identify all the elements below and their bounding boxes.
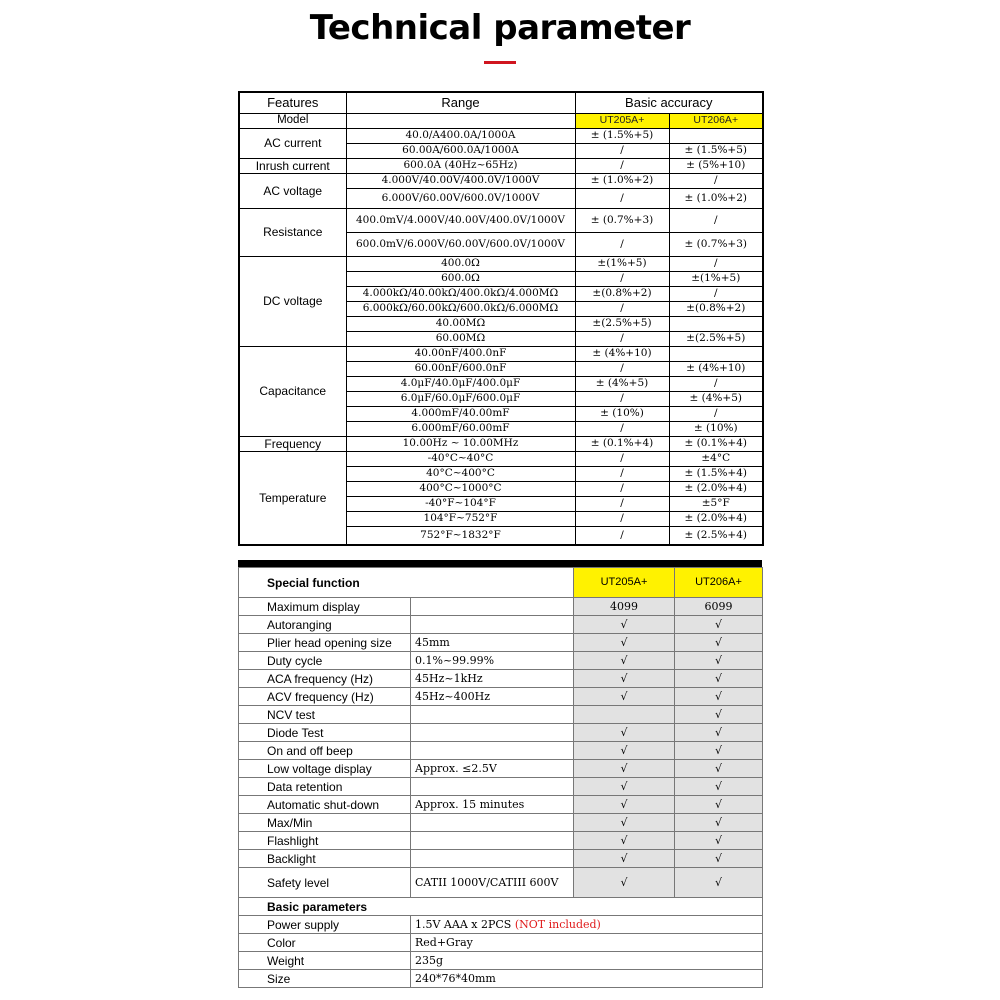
model-range-cell (346, 113, 575, 128)
tech-row (239, 158, 763, 173)
accuracy-a-cell: / (575, 271, 669, 286)
function-b-cell: √ (675, 670, 763, 688)
special-function-row (239, 652, 763, 670)
function-name: ACV frequency (Hz) (239, 688, 411, 706)
function-range (411, 616, 574, 634)
range-cell: 104°F~752°F (346, 511, 575, 526)
function-range: Approx. 15 minutes (411, 796, 574, 814)
range-cell: 600.0Ω (346, 271, 575, 286)
function-b-cell: √ (675, 796, 763, 814)
special-function-row (239, 832, 763, 850)
feature-label: AC voltage (239, 173, 346, 208)
accuracy-a-cell: / (575, 301, 669, 316)
range-cell: 60.00A/600.0A/1000A (346, 143, 575, 158)
tech-row (239, 208, 763, 232)
size-label: Size (239, 970, 411, 988)
range-cell: 60.00MΩ (346, 331, 575, 346)
range-cell: 400.0mV/4.000V/40.00V/400.0V/1000V (346, 208, 575, 232)
special-function-row (239, 742, 763, 760)
accuracy-a-cell: ± (4%+10) (575, 346, 669, 361)
special-model-a-badge: UT205A+ (574, 568, 675, 598)
range-cell: 752°F~1832°F (346, 526, 575, 545)
range-cell: 40.00MΩ (346, 316, 575, 331)
function-b-cell: √ (675, 760, 763, 778)
power-supply-value (411, 916, 763, 934)
power-supply-spec: 1.5V AAA x 2PCS (415, 918, 512, 931)
function-a-cell: √ (574, 796, 675, 814)
accuracy-b-cell: ± (2.0%+4) (669, 511, 763, 526)
accuracy-b-cell: ±5°F (669, 496, 763, 511)
function-range: 45Hz~400Hz (411, 688, 574, 706)
function-a-cell: √ (574, 688, 675, 706)
special-function-heading: Special function (239, 568, 574, 598)
function-a-cell: √ (574, 634, 675, 652)
special-function-table (238, 567, 763, 988)
accuracy-a-cell: ±(1%+5) (575, 256, 669, 271)
function-a-cell: √ (574, 832, 675, 850)
function-b-cell: √ (675, 850, 763, 868)
accuracy-b-cell: ± (5%+10) (669, 158, 763, 173)
range-cell: 4.0μF/40.0μF/400.0μF (346, 376, 575, 391)
function-name: Diode Test (239, 724, 411, 742)
special-function-row (239, 796, 763, 814)
accuracy-a-cell: ± (4%+5) (575, 376, 669, 391)
model-b-badge: UT206A+ (669, 113, 763, 128)
function-range (411, 850, 574, 868)
special-function-row (239, 634, 763, 652)
title-underline (484, 61, 516, 64)
tech-row (239, 346, 763, 361)
accuracy-header: Basic accuracy (575, 92, 763, 113)
function-range: 45mm (411, 634, 574, 652)
accuracy-b-cell: ± (1.5%+5) (669, 143, 763, 158)
function-range (411, 706, 574, 724)
accuracy-a-cell: / (575, 331, 669, 346)
range-cell: 4.000kΩ/40.00kΩ/400.0kΩ/4.000MΩ (346, 286, 575, 301)
range-cell: 4.000mF/40.00mF (346, 406, 575, 421)
special-function-row (239, 760, 763, 778)
accuracy-b-cell: ±(2.5%+5) (669, 331, 763, 346)
function-name: Low voltage display (239, 760, 411, 778)
range-cell: 6.000kΩ/60.00kΩ/600.0kΩ/6.000MΩ (346, 301, 575, 316)
range-cell: 600.0mV/6.000V/60.00V/600.0V/1000V (346, 232, 575, 256)
function-a-cell: √ (574, 814, 675, 832)
accuracy-b-cell: ± (1.5%+4) (669, 466, 763, 481)
tech-row (239, 173, 763, 188)
function-a-cell: √ (574, 760, 675, 778)
model-a-badge: UT205A+ (575, 113, 669, 128)
function-name: Max/Min (239, 814, 411, 832)
accuracy-a-cell: / (575, 511, 669, 526)
basic-parameters-heading: Basic parameters (239, 898, 763, 916)
accuracy-a-cell: / (575, 232, 669, 256)
accuracy-b-cell: / (669, 173, 763, 188)
function-range (411, 598, 574, 616)
accuracy-b-cell: / (669, 208, 763, 232)
accuracy-a-cell: ± (1.0%+2) (575, 173, 669, 188)
accuracy-b-cell: ± (1.0%+2) (669, 188, 763, 208)
accuracy-a-cell: / (575, 451, 669, 466)
accuracy-b-cell (669, 316, 763, 331)
tech-row (239, 256, 763, 271)
function-b-cell: √ (675, 832, 763, 850)
function-b-cell: √ (675, 706, 763, 724)
accuracy-a-cell: / (575, 143, 669, 158)
function-name: Backlight (239, 850, 411, 868)
special-function-row (239, 688, 763, 706)
features-header: Features (239, 92, 346, 113)
function-a-cell: √ (574, 652, 675, 670)
function-a-cell: √ (574, 724, 675, 742)
function-a-cell: √ (574, 850, 675, 868)
range-cell: 6.000V/60.00V/600.0V/1000V (346, 188, 575, 208)
accuracy-a-cell: / (575, 361, 669, 376)
function-a-cell: √ (574, 616, 675, 634)
function-name: Maximum display (239, 598, 411, 616)
accuracy-a-cell: / (575, 496, 669, 511)
function-b-cell: √ (675, 778, 763, 796)
accuracy-a-cell: / (575, 158, 669, 173)
accuracy-a-cell: ±(2.5%+5) (575, 316, 669, 331)
special-function-row (239, 706, 763, 724)
function-b-cell: √ (675, 652, 763, 670)
function-a-cell: 4099 (574, 598, 675, 616)
accuracy-a-cell: ± (10%) (575, 406, 669, 421)
accuracy-b-cell: ± (4%+10) (669, 361, 763, 376)
function-range (411, 742, 574, 760)
tech-row (239, 128, 763, 143)
function-name: Duty cycle (239, 652, 411, 670)
function-a-cell: √ (574, 868, 675, 898)
range-cell: 60.00nF/600.0nF (346, 361, 575, 376)
range-cell: 6.000mF/60.00mF (346, 421, 575, 436)
section-divider (238, 560, 762, 567)
function-a-cell: √ (574, 670, 675, 688)
accuracy-b-cell: / (669, 376, 763, 391)
function-b-cell: √ (675, 814, 763, 832)
range-cell: 10.00Hz ~ 10.00MHz (346, 436, 575, 451)
accuracy-a-cell: / (575, 188, 669, 208)
special-function-row (239, 724, 763, 742)
accuracy-a-cell: ± (0.1%+4) (575, 436, 669, 451)
feature-label: AC current (239, 128, 346, 158)
feature-label: Capacitance (239, 346, 346, 436)
special-function-row (239, 868, 763, 898)
function-b-cell: √ (675, 634, 763, 652)
function-a-cell: √ (574, 778, 675, 796)
range-cell: 600.0A (40Hz~65Hz) (346, 158, 575, 173)
weight-value: 235g (411, 952, 763, 970)
page-title: Technical parameter (309, 8, 691, 48)
function-name: Plier head opening size (239, 634, 411, 652)
function-a-cell: √ (574, 742, 675, 760)
accuracy-b-cell: ±4°C (669, 451, 763, 466)
size-value: 240*76*40mm (411, 970, 763, 988)
function-b-cell: √ (675, 742, 763, 760)
function-name: Flashlight (239, 832, 411, 850)
function-range: 45Hz~1kHz (411, 670, 574, 688)
accuracy-b-cell: ± (2.5%+4) (669, 526, 763, 545)
function-range (411, 832, 574, 850)
function-b-cell: √ (675, 724, 763, 742)
weight-label: Weight (239, 952, 411, 970)
accuracy-b-cell: ± (10%) (669, 421, 763, 436)
range-cell: -40°F~104°F (346, 496, 575, 511)
accuracy-b-cell: ±(1%+5) (669, 271, 763, 286)
accuracy-a-cell: / (575, 421, 669, 436)
power-supply-label: Power supply (239, 916, 411, 934)
range-header: Range (346, 92, 575, 113)
accuracy-a-cell: / (575, 526, 669, 545)
accuracy-a-cell: ±(0.8%+2) (575, 286, 669, 301)
range-cell: 400.0Ω (346, 256, 575, 271)
feature-label: Frequency (239, 436, 346, 451)
range-cell: 4.000V/40.00V/400.0V/1000V (346, 173, 575, 188)
accuracy-a-cell: / (575, 466, 669, 481)
function-b-cell: 6099 (675, 598, 763, 616)
function-name: Autoranging (239, 616, 411, 634)
tech-row (239, 436, 763, 451)
function-range (411, 724, 574, 742)
function-name: Automatic shut-down (239, 796, 411, 814)
accuracy-b-cell: ±(0.8%+2) (669, 301, 763, 316)
accuracy-b-cell: ± (0.1%+4) (669, 436, 763, 451)
tech-row (239, 451, 763, 466)
accuracy-a-cell: / (575, 391, 669, 406)
feature-label: Inrush current (239, 158, 346, 173)
range-cell: 40.0/A400.0A/1000A (346, 128, 575, 143)
accuracy-b-cell (669, 346, 763, 361)
range-cell: 40.00nF/400.0nF (346, 346, 575, 361)
color-label: Color (239, 934, 411, 952)
function-b-cell: √ (675, 616, 763, 634)
function-range: CATII 1000V/CATIII 600V (411, 868, 574, 898)
color-value: Red+Gray (411, 934, 763, 952)
special-function-row (239, 814, 763, 832)
function-b-cell: √ (675, 868, 763, 898)
function-range (411, 778, 574, 796)
range-cell: 400°C~1000°C (346, 481, 575, 496)
accuracy-a-cell: ± (1.5%+5) (575, 128, 669, 143)
accuracy-b-cell: ± (2.0%+4) (669, 481, 763, 496)
special-function-row (239, 670, 763, 688)
feature-label: Temperature (239, 451, 346, 545)
accuracy-b-cell (669, 128, 763, 143)
feature-label: Resistance (239, 208, 346, 256)
accuracy-b-cell: ± (4%+5) (669, 391, 763, 406)
accuracy-b-cell: ± (0.7%+3) (669, 232, 763, 256)
accuracy-b-cell: / (669, 256, 763, 271)
feature-label: DC voltage (239, 256, 346, 346)
special-function-row (239, 616, 763, 634)
power-supply-note: (NOT included) (514, 918, 601, 931)
function-name: Safety level (239, 868, 411, 898)
range-cell: 6.0μF/60.0μF/600.0μF (346, 391, 575, 406)
function-range: 0.1%~99.99% (411, 652, 574, 670)
technical-parameter-table (238, 91, 764, 546)
accuracy-b-cell: / (669, 406, 763, 421)
range-cell: 40°C~400°C (346, 466, 575, 481)
accuracy-b-cell: / (669, 286, 763, 301)
special-model-b-badge: UT206A+ (675, 568, 763, 598)
function-range (411, 814, 574, 832)
function-name: ACA frequency (Hz) (239, 670, 411, 688)
accuracy-a-cell: / (575, 481, 669, 496)
special-function-row (239, 850, 763, 868)
accuracy-a-cell: ± (0.7%+3) (575, 208, 669, 232)
function-b-cell: √ (675, 688, 763, 706)
model-label: Model (239, 113, 346, 128)
function-range: Approx. ≤2.5V (411, 760, 574, 778)
special-function-row (239, 778, 763, 796)
function-name: NCV test (239, 706, 411, 724)
function-name: On and off beep (239, 742, 411, 760)
special-function-row (239, 598, 763, 616)
function-a-cell (574, 706, 675, 724)
range-cell: -40°C~40°C (346, 451, 575, 466)
function-name: Data retention (239, 778, 411, 796)
